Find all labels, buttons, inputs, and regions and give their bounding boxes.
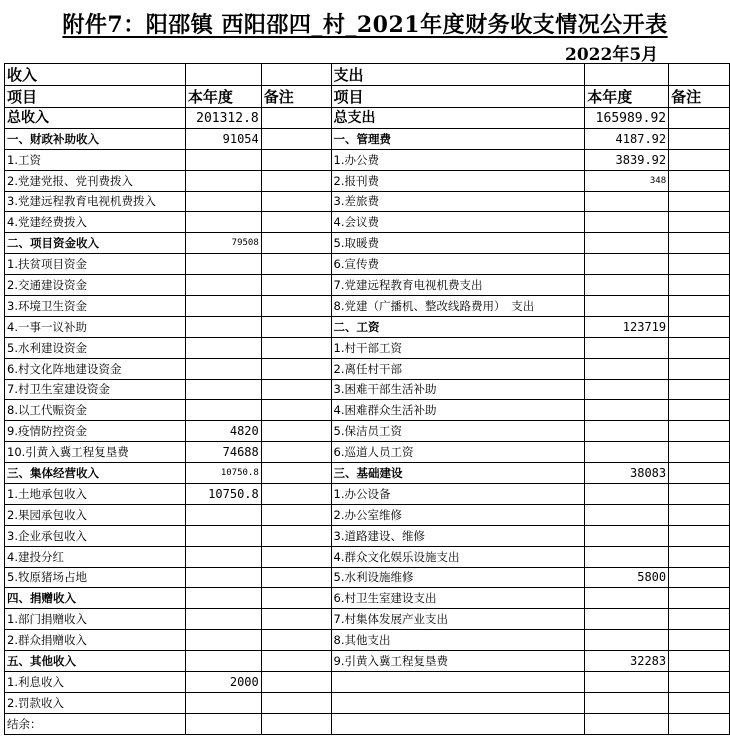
- income-note-cell: [261, 588, 331, 609]
- income-item-cell: 6.村文化阵地建设资金: [5, 358, 186, 379]
- income-item-cell: 4.建投分红: [5, 546, 186, 567]
- income-value-cell: [185, 254, 261, 275]
- income-value-cell: [185, 212, 261, 233]
- expense-note-cell: [669, 296, 730, 317]
- expense-item-cell: 3.道路建设、维修: [331, 525, 585, 546]
- income-value-cell: 2000: [185, 672, 261, 693]
- table-row: [5, 400, 730, 421]
- expense-note-cell: [669, 149, 730, 170]
- expense-note-cell: [669, 254, 730, 275]
- income-item-cell: 三、集体经营收入: [5, 463, 186, 484]
- expense-item-cell: 三、基础建设: [331, 463, 585, 484]
- column-header-row: [5, 86, 730, 108]
- table-row: [5, 588, 730, 609]
- expense-value-cell: 348: [585, 170, 669, 191]
- income-note-cell: [261, 128, 331, 149]
- expense-item-cell: 4.群众文化娱乐设施支出: [331, 546, 585, 567]
- expense-item-cell: 5.取暖费: [331, 233, 585, 254]
- income-item-cell: 4.党建经费拨入: [5, 212, 186, 233]
- expense-value-cell: [585, 275, 669, 296]
- expense-item-cell: 7.党建远程教育电视机费支出: [331, 275, 585, 296]
- table-row: [5, 713, 730, 734]
- income-value-cell: [185, 546, 261, 567]
- income-note-cell: [261, 484, 331, 505]
- expense-note-cell: [669, 212, 730, 233]
- expense-value-cell: [585, 713, 669, 734]
- expense-note-cell: [669, 672, 730, 693]
- expense-note-cell: [669, 609, 730, 630]
- expense-value-cell: 123719: [585, 316, 669, 337]
- expense-item-cell: 7.村集体发展产业支出: [331, 609, 585, 630]
- income-value-cell: [185, 567, 261, 588]
- expense-note-cell: [669, 442, 730, 463]
- income-note-cell: [261, 149, 331, 170]
- expense-note-cell: [669, 651, 730, 672]
- income-value-cell: [185, 651, 261, 672]
- expense-value-cell: 3839.92: [585, 149, 669, 170]
- income-item-cell: 一、财政补助收入: [5, 128, 186, 149]
- income-note-cell: [261, 316, 331, 337]
- income-note-cell: [261, 108, 331, 129]
- expense-item-cell: 一、管理费: [331, 128, 585, 149]
- income-item-cell: 四、捐赠收入: [5, 588, 186, 609]
- income-note-cell: [261, 672, 331, 693]
- expense-value-cell: 165989.92: [585, 108, 669, 129]
- expense-note-cell: [669, 567, 730, 588]
- income-value-cell: [185, 358, 261, 379]
- expense-value-cell: [585, 296, 669, 317]
- table-row: [5, 337, 730, 358]
- expense-note-cell: [669, 108, 730, 129]
- expense-value-cell: [585, 504, 669, 525]
- income-header: 收入: [5, 64, 186, 86]
- income-value-cell: [185, 588, 261, 609]
- income-value-cell: 4820: [185, 421, 261, 442]
- income-value-cell: [185, 149, 261, 170]
- expense-note-cell: [669, 546, 730, 567]
- income-note-cell: [261, 191, 331, 212]
- income-note-cell: [261, 233, 331, 254]
- income-value-cell: 10750.8: [185, 463, 261, 484]
- table-row: [5, 463, 730, 484]
- table-row: [5, 692, 730, 713]
- expense-note-cell: [669, 713, 730, 734]
- table-row: [5, 254, 730, 275]
- expense-value-cell: [585, 421, 669, 442]
- expense-item-cell: [331, 672, 585, 693]
- income-value-cell: [185, 191, 261, 212]
- expense-note-cell: [669, 358, 730, 379]
- expense-note-cell: [669, 400, 730, 421]
- table-row: [5, 212, 730, 233]
- income-item-cell: 5.牧原猪场占地: [5, 567, 186, 588]
- income-note-cell: [261, 463, 331, 484]
- table-row: [5, 672, 730, 693]
- income-item-cell: 5.水利建设资金: [5, 337, 186, 358]
- income-note-cell: [261, 609, 331, 630]
- expense-year-header: 本年度: [585, 86, 669, 108]
- expense-note-cell: [669, 630, 730, 651]
- income-note-header: 备注: [261, 86, 331, 108]
- page-title: 附件7：阳邵镇 西阳邵四_村_2021年度财务收支情况公开表: [62, 12, 668, 38]
- income-value-cell: [185, 275, 261, 296]
- income-note-cell: [261, 379, 331, 400]
- expense-value-cell: [585, 484, 669, 505]
- expense-header: 支出: [331, 64, 585, 86]
- table-row: [5, 484, 730, 505]
- income-note-cell: [261, 651, 331, 672]
- expense-note-header: 备注: [669, 86, 730, 108]
- expense-item-cell: 6.巡道人员工资: [331, 442, 585, 463]
- income-value-cell: [185, 692, 261, 713]
- income-value-cell: 201312.8: [185, 108, 261, 129]
- income-item-cell: 1.土地承包收入: [5, 484, 186, 505]
- income-value-cell: [185, 379, 261, 400]
- table-row: [5, 316, 730, 337]
- table-row: [5, 358, 730, 379]
- table-row: [5, 504, 730, 525]
- income-year-header: 本年度: [185, 86, 261, 108]
- table-row: [5, 191, 730, 212]
- income-item-cell: 9.疫情防控资金: [5, 421, 186, 442]
- table-row: [5, 108, 730, 129]
- income-item-cell: 1.部门捐赠收入: [5, 609, 186, 630]
- expense-item-cell: 1.办公费: [331, 149, 585, 170]
- table-row: [5, 421, 730, 442]
- expense-value-cell: 32283: [585, 651, 669, 672]
- table-row: [5, 442, 730, 463]
- expense-item-header: 项目: [331, 86, 585, 108]
- expense-value-cell: [585, 400, 669, 421]
- expense-value-cell: [585, 254, 669, 275]
- expense-item-cell: 3.困难干部生活补助: [331, 379, 585, 400]
- income-note-cell: [261, 400, 331, 421]
- expense-item-cell: 2.离任村干部: [331, 358, 585, 379]
- income-note-cell: [261, 254, 331, 275]
- income-value-cell: [185, 525, 261, 546]
- expense-value-cell: [585, 233, 669, 254]
- expense-item-cell: 9.引黄入冀工程复垦费: [331, 651, 585, 672]
- expense-note-cell: [669, 191, 730, 212]
- expense-note-cell: [669, 316, 730, 337]
- expense-note-cell: [669, 484, 730, 505]
- income-item-cell: 总收入: [5, 108, 186, 129]
- income-value-cell: [185, 713, 261, 734]
- expense-value-cell: [585, 692, 669, 713]
- expense-note-cell: [669, 463, 730, 484]
- table-row: [5, 546, 730, 567]
- expense-item-cell: 5.保洁员工资: [331, 421, 585, 442]
- expense-value-cell: [585, 358, 669, 379]
- expense-value-cell: [585, 212, 669, 233]
- table-row: [5, 275, 730, 296]
- table-row: [5, 128, 730, 149]
- expense-item-cell: 6.宣传费: [331, 254, 585, 275]
- income-item-cell: 1.利息收入: [5, 672, 186, 693]
- income-value-cell: [185, 337, 261, 358]
- expense-item-cell: 总支出: [331, 108, 585, 129]
- income-value-cell: 74688: [185, 442, 261, 463]
- table-row: [5, 296, 730, 317]
- income-item-cell: 二、项目资金收入: [5, 233, 186, 254]
- income-item-cell: 3.企业承包收入: [5, 525, 186, 546]
- income-item-cell: 8.以工代赈资金: [5, 400, 186, 421]
- expense-note-cell: [669, 128, 730, 149]
- table-row: [5, 567, 730, 588]
- income-note-cell: [261, 630, 331, 651]
- income-value-cell: [185, 316, 261, 337]
- expense-item-cell: 2.报刊费: [331, 170, 585, 191]
- income-note-cell: [261, 212, 331, 233]
- table-row: [5, 525, 730, 546]
- expense-note-cell: [669, 170, 730, 191]
- expense-value-cell: 5800: [585, 567, 669, 588]
- income-value-cell: [185, 504, 261, 525]
- expense-note-cell: [669, 275, 730, 296]
- expense-item-cell: 1.办公设备: [331, 484, 585, 505]
- income-note-cell: [261, 337, 331, 358]
- income-value-cell: [185, 400, 261, 421]
- income-item-cell: 2.罚款收入: [5, 692, 186, 713]
- income-value-cell: [185, 296, 261, 317]
- income-note-cell: [261, 421, 331, 442]
- expense-value-cell: [585, 337, 669, 358]
- income-item-cell: 3.环境卫生资金: [5, 296, 186, 317]
- expense-value-cell: 4187.92: [585, 128, 669, 149]
- expense-value-cell: [585, 609, 669, 630]
- income-note-cell: [261, 692, 331, 713]
- table-row: [5, 609, 730, 630]
- expense-value-cell: [585, 672, 669, 693]
- expense-value-cell: [585, 191, 669, 212]
- report-date: 2022年5月: [565, 45, 659, 65]
- expense-note-cell: [669, 692, 730, 713]
- expense-value-cell: 38083: [585, 463, 669, 484]
- expense-item-cell: 3.差旅费: [331, 191, 585, 212]
- expense-note-cell: [669, 588, 730, 609]
- expense-value-cell: [585, 379, 669, 400]
- expense-value-cell: [585, 588, 669, 609]
- expense-note-cell: [669, 337, 730, 358]
- table-row: [5, 149, 730, 170]
- expense-note-cell: [669, 525, 730, 546]
- expense-item-cell: 2.办公室维修: [331, 504, 585, 525]
- finance-table: [4, 63, 730, 735]
- expense-value-cell: [585, 442, 669, 463]
- table-row: [5, 233, 730, 254]
- income-note-cell: [261, 442, 331, 463]
- expense-item-cell: 二、工资: [331, 316, 585, 337]
- income-item-cell: 1.工资: [5, 149, 186, 170]
- section-header-row: [5, 64, 730, 86]
- expense-item-cell: [331, 713, 585, 734]
- expense-item-cell: 8.党建（广播机、整改线路费用） 支出: [331, 296, 585, 317]
- expense-item-cell: 1.村干部工资: [331, 337, 585, 358]
- expense-item-cell: 5.水利设施维修: [331, 567, 585, 588]
- income-item-cell: 五、其他收入: [5, 651, 186, 672]
- income-note-cell: [261, 358, 331, 379]
- expense-value-cell: [585, 525, 669, 546]
- income-note-cell: [261, 504, 331, 525]
- table-row: [5, 630, 730, 651]
- income-note-cell: [261, 713, 331, 734]
- table-row: [5, 379, 730, 400]
- expense-item-cell: 4.困难群众生活补助: [331, 400, 585, 421]
- expense-value-cell: [585, 630, 669, 651]
- expense-item-cell: 8.其他支出: [331, 630, 585, 651]
- expense-note-cell: [669, 421, 730, 442]
- income-item-cell: 结余：: [5, 713, 186, 734]
- income-note-cell: [261, 170, 331, 191]
- income-value-cell: 91054: [185, 128, 261, 149]
- income-item-cell: 2.党建党报、党刊费拨入: [5, 170, 186, 191]
- income-value-cell: [185, 170, 261, 191]
- income-item-cell: 7.村卫生室建设资金: [5, 379, 186, 400]
- income-item-cell: 2.交通建设资金: [5, 275, 186, 296]
- income-item-cell: 1.扶贫项目资金: [5, 254, 186, 275]
- income-item-cell: 2.群众捐赠收入: [5, 630, 186, 651]
- expense-value-cell: [585, 546, 669, 567]
- income-note-cell: [261, 275, 331, 296]
- income-note-cell: [261, 525, 331, 546]
- expense-note-cell: [669, 233, 730, 254]
- income-value-cell: [185, 609, 261, 630]
- income-note-cell: [261, 567, 331, 588]
- expense-item-cell: 4.会议费: [331, 212, 585, 233]
- income-item-cell: 2.果园承包收入: [5, 504, 186, 525]
- table-row: [5, 170, 730, 191]
- expense-note-cell: [669, 504, 730, 525]
- income-item-header: 项目: [5, 86, 186, 108]
- income-item-cell: 4.一事一议补助: [5, 316, 186, 337]
- income-value-cell: [185, 630, 261, 651]
- income-value-cell: 79508: [185, 233, 261, 254]
- expense-note-cell: [669, 379, 730, 400]
- income-value-cell: 10750.8: [185, 484, 261, 505]
- table-row: [5, 651, 730, 672]
- income-note-cell: [261, 546, 331, 567]
- income-item-cell: 3.党建远程教育电视机费拨入: [5, 191, 186, 212]
- expense-item-cell: 6.村卫生室建设支出: [331, 588, 585, 609]
- income-note-cell: [261, 296, 331, 317]
- expense-item-cell: [331, 692, 585, 713]
- income-item-cell: 10.引黄入冀工程复垦费: [5, 442, 186, 463]
